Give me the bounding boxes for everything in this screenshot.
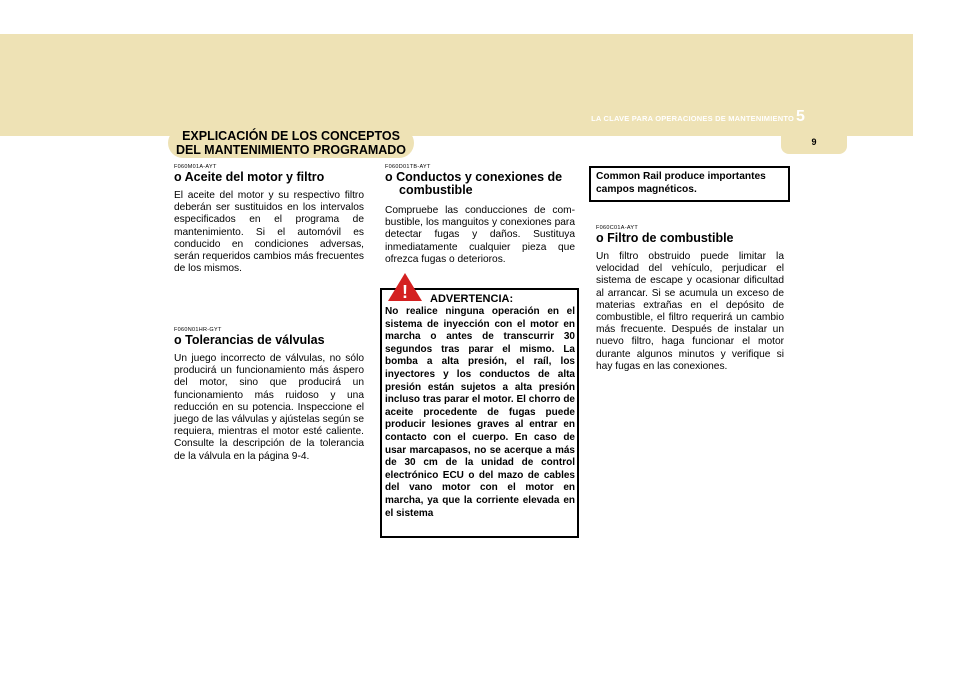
section-code: F060C01A-AYT: [596, 225, 639, 231]
section-code: F060N01HR-GYT: [174, 327, 222, 333]
section-title-line2: DEL MANTENIMIENTO PROGRAMADO: [175, 142, 407, 157]
fuel-filter-section: [596, 225, 784, 373]
warning-icon: [387, 272, 423, 302]
section-heading: [385, 171, 575, 197]
section-heading: o Filtro de combustible: [596, 231, 734, 245]
warning-body: No realice ninguna operación en el sistema de inyección con el motor en marcha o antes de transcurrir 30 segundos tras parar el mismo. La bomba a alta presión, el raíl, los inyectores y los conductos de alta presión están sujetos a alta presión incluso tras parar el motor. El chorro de aceite procedente de fugas puede producir lesiones graves al entrar en contacto con el cuerpo. En caso de usar marcapasos, no se acerque a más de 30 cm de la unidad de control electrónico ECU o del mazo de cables del vano motor con el motor en marcha, ya que la corriente elevada en el sistema: [385, 306, 575, 519]
oil-filter-section: [174, 164, 364, 275]
section-heading: o Aceite del motor y filtro: [174, 170, 325, 184]
section-title-line1: EXPLICACIÓN DE LOS CONCEPTOS: [182, 129, 400, 143]
page-number: 9: [811, 137, 817, 147]
fuel-lines-section: [385, 164, 575, 266]
section-body: El aceite del motor y su respectivo filtro deberán ser sustituidos en los intervalos especificados en el programa de mantenimiento. Si el automóvil es conducido en condiciones adversas, serán requeridos cambios más frecuentes de los mismos.: [174, 190, 364, 275]
chapter-title: LA CLAVE PARA OPERACIONES DE MANTENIMIENTO: [591, 114, 794, 123]
warning-symbol: !: [402, 282, 408, 302]
warning-title: ADVERTENCIA:: [430, 293, 514, 305]
section-heading-line2: combustible: [399, 183, 473, 197]
section-heading: o Tolerancias de válvulas: [174, 333, 325, 347]
chapter-number: 5: [796, 108, 805, 125]
section-body: Un filtro obstruido puede limitar la velocidad del vehículo, perjudicar el sistema de escape y ocasionar dificultad al arrancar. Si se acumula un exceso de materias extrañas en el depósito de combustible, el filtro requerirá un cambio más frecuente. Después de instalar un nuevo filtro, haga funcionar el motor durante algunos minutos y verifique si hay fugas en las conexiones.: [596, 251, 784, 372]
note-box: Common Rail produce importantes campos magnéticos.: [589, 166, 790, 202]
section-heading-line1: o Conductos y conexiones de: [385, 170, 563, 184]
section-code: F060D01TB-AYT: [385, 164, 431, 170]
section-title: [168, 130, 414, 157]
valve-tolerance-section: [174, 327, 364, 463]
section-body: Un juego incorrecto de válvulas, no sólo producirá un funcionamiento más áspero del motor, sino que producirá un funcionamiento más ruidoso y una reducción en su potencia. Inspeccione el juego de las válvulas y ajústelas según se requiera, mientras el motor esté caliente. Consulte la descripción de la tolerancia de la válvula en la página 9-4.: [174, 353, 364, 462]
section-body: Compruebe las conducciones de com-bustible, los manguitos y conexiones para detectar fugas y daños. Sustituya inmediatamente cualquier pieza que ofrezca fugas o deterioros.: [385, 205, 575, 265]
section-code: F060M01A-AYT: [174, 164, 217, 170]
